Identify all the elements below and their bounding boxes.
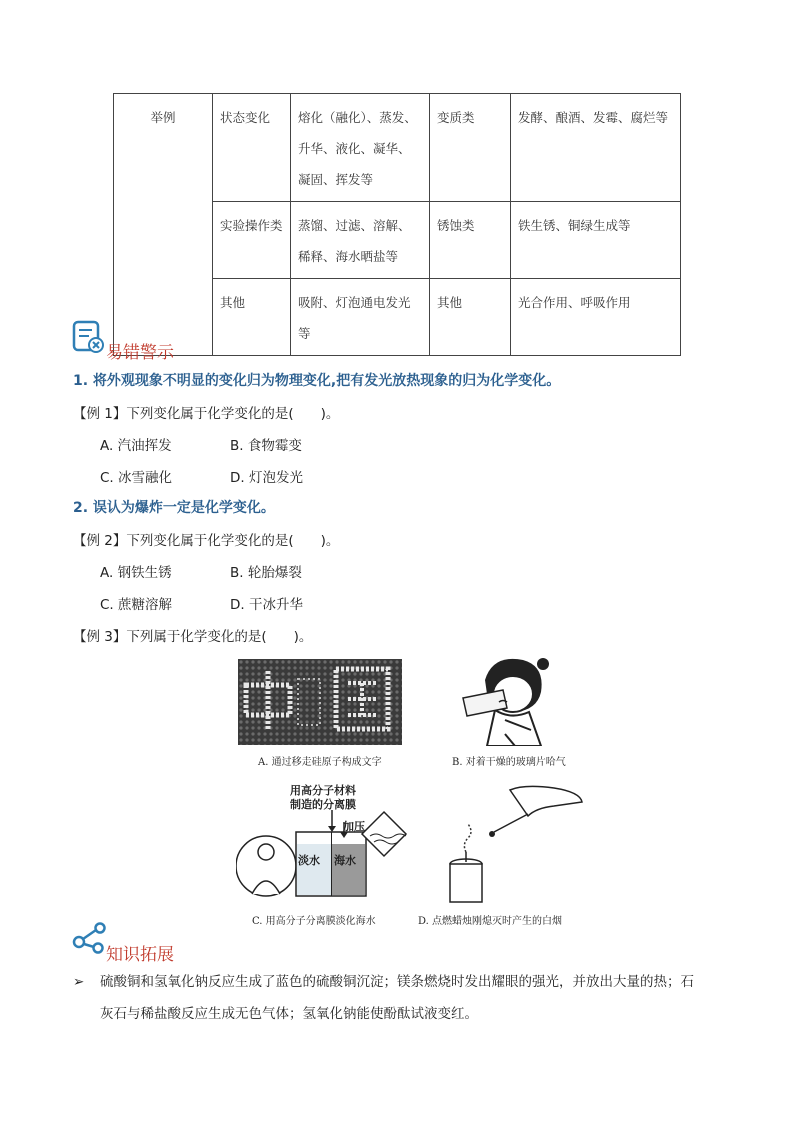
table-cell: 蒸馏、过滤、溶解、稀释、海水晒盐等 [291,202,430,279]
figure-c-desalination-image [236,808,412,908]
example-2-option-d: D. 干冰升华 [230,597,303,613]
example-1-option-a: A. 汽油挥发 [100,438,172,454]
table-cell: 实验操作类 [213,202,291,279]
table-cell: 铁生锈、铜绿生成等 [511,202,681,279]
example-2-stem: 【例 2】下列变化属于化学变化的是( )。 [73,533,340,549]
knowledge-line-1: 硫酸铜和氢氧化钠反应生成了蓝色的硫酸铜沉淀；镁条燃烧时发出耀眼的强光，并放出大量的热；石 [100,974,694,990]
figure-d-candle-image [444,784,584,904]
figure-b-caption: B. 对着干燥的玻璃片哈气 [452,757,566,768]
figure-c-label-press: 加压 [343,820,365,833]
knowledge-share-icon [72,922,108,954]
figure-a-atoms-image [238,659,402,745]
example-2-option-b: B. 轮胎爆裂 [230,565,302,581]
table-cell: 状态变化 [213,94,291,202]
section-title-knowledge: 知识拓展 [106,945,174,965]
example-1-option-c: C. 冰雪融化 [100,470,173,486]
table-row-label: 举例 [114,94,213,356]
example-3-stem: 【例 3】下列属于化学变化的是( )。 [73,629,313,645]
figure-c-label-sea: 海水 [334,854,356,867]
error-warning-icon [72,320,106,354]
table-cell: 发酵、酿酒、发霉、腐烂等 [511,94,681,202]
example-2-option-c: C. 蔗糖溶解 [100,597,173,613]
section-title-errors: 易错警示 [106,343,174,363]
example-2-option-a: A. 钢铁生锈 [100,565,172,581]
example-1-stem: 【例 1】下列变化属于化学变化的是( )。 [73,406,340,422]
table-cell: 其他 [430,279,511,356]
example-1-option-d: D. 灯泡发光 [230,470,303,486]
figure-c-label-top2: 制造的分离膜 [290,798,356,811]
table-cell: 吸附、灯泡通电发光等 [291,279,430,356]
table-cell: 锈蚀类 [430,202,511,279]
figure-d-caption: D. 点燃蜡烛刚熄灭时产生的白烟 [418,916,563,927]
figure-b-girl-image [445,650,573,746]
table-cell: 变质类 [430,94,511,202]
knowledge-line-2: 灰石与稀盐酸反应生成无色气体；氢氧化钠能使酚酞试液变红。 [100,1006,478,1022]
table-row [114,94,681,202]
figure-c-label-fresh: 淡水 [298,854,320,867]
examples-table [113,93,681,356]
table-cell: 熔化（融化）、蒸发、升华、液化、凝华、凝固、挥发等 [291,94,430,202]
error-point-1: 1. 将外观现象不明显的变化归为物理变化,把有发光放热现象的归为化学变化。 [73,373,561,389]
table-cell: 光合作用、呼吸作用 [511,279,681,356]
bullet-icon: ➢ [73,974,85,990]
table-cell: 其他 [213,279,291,356]
error-point-2: 2. 误认为爆炸一定是化学变化。 [73,500,275,516]
figure-c-label-top1: 用高分子材料 [290,784,356,797]
example-1-option-b: B. 食物霉变 [230,438,302,454]
figure-c-caption: C. 用高分子分离膜淡化海水 [252,916,376,927]
figure-a-caption: A. 通过移走硅原子构成文字 [258,757,382,768]
